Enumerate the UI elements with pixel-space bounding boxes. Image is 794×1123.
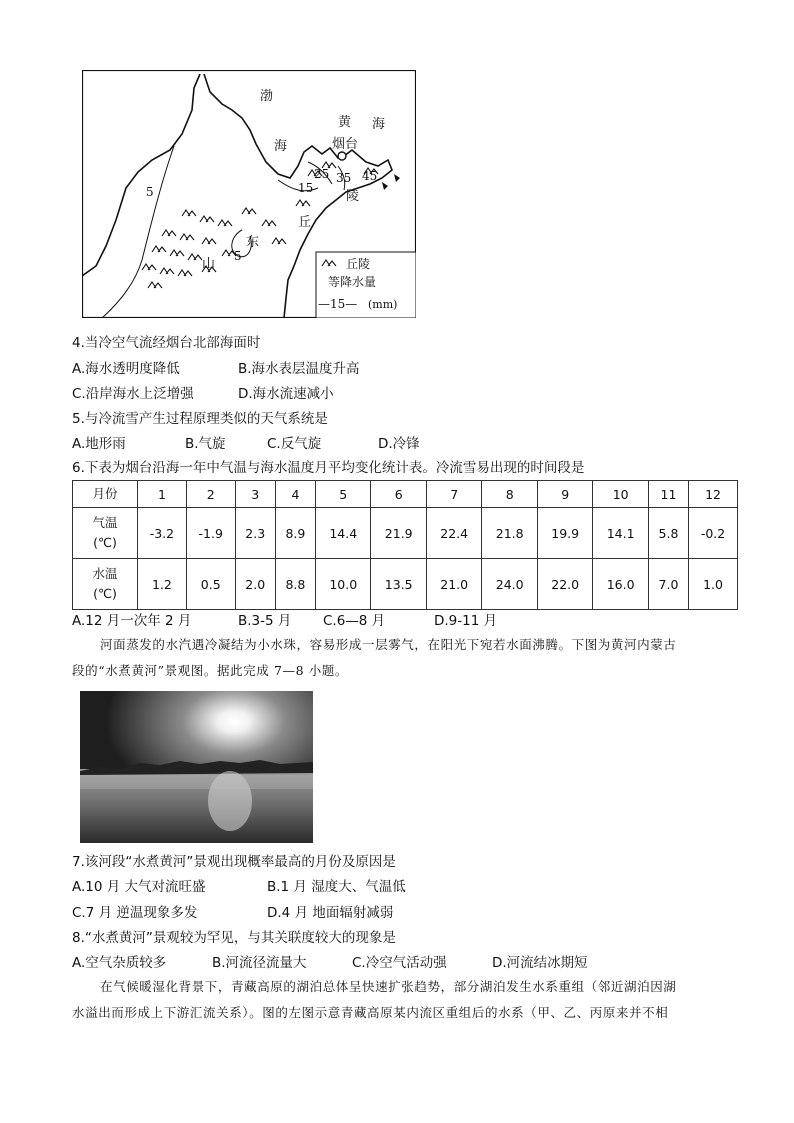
q7-stem: 7.该河段“水煮黄河”景观出现概率最高的月份及原因是	[72, 854, 396, 870]
label-yantai: 烟台	[332, 137, 359, 152]
q4-option-b[interactable]: B.海水表层温度升高	[238, 361, 360, 377]
q4-option-d[interactable]: D.海水流速减小	[238, 386, 334, 402]
q6-option-a[interactable]: A.12 月一次年 2 月	[72, 613, 192, 629]
q6-option-b[interactable]: B.3-5 月	[238, 613, 292, 629]
iso-label-5-center: 5	[234, 249, 242, 263]
q6-option-d[interactable]: D.9-11 月	[434, 613, 498, 629]
label-hai-left: 海	[274, 139, 288, 154]
table-cell: 7.0	[648, 559, 688, 610]
table-row-air-temp	[73, 508, 738, 559]
table-cell: 14.4	[316, 508, 371, 559]
month-cell: 2	[186, 481, 235, 508]
q7-option-c[interactable]: C.7 月 逆温现象多发	[72, 905, 198, 921]
iso-label-5-west: 5	[146, 185, 154, 199]
table-cell: 1.2	[138, 559, 187, 610]
label-shan: 山	[202, 257, 216, 272]
table-cell: -3.2	[138, 508, 187, 559]
q5-stem: 5.与冷流雪产生过程原理类似的天气系统是	[72, 411, 328, 427]
q8-stem: 8.“水煮黄河”景观较为罕见，与其关联度较大的现象是	[72, 930, 396, 946]
month-cell: 3	[235, 481, 275, 508]
q8-option-a[interactable]: A.空气杂质较多	[72, 955, 167, 971]
legend-unit: (mm)	[368, 298, 398, 311]
row-label	[73, 508, 138, 559]
table-row-water-temp	[73, 559, 738, 610]
legend-isohyet: 等降水量	[328, 275, 377, 289]
table-cell: 21.9	[371, 508, 426, 559]
passage-2	[72, 974, 722, 1026]
label-huang: 黄	[338, 115, 352, 130]
table-cell: 24.0	[482, 559, 537, 610]
table-cell: 10.0	[316, 559, 371, 610]
q7-option-d[interactable]: D.4 月 地面辐射减弱	[267, 905, 394, 921]
q7-option-b[interactable]: B.1 月 湿度大、气温低	[267, 879, 406, 895]
q7-option-a[interactable]: A.10 月 大气对流旺盛	[72, 879, 206, 895]
iso-label-15: 15	[298, 181, 314, 195]
table-cell: 19.9	[537, 508, 592, 559]
passage-1	[72, 632, 722, 684]
month-cell: 1	[138, 481, 187, 508]
label-hai-right: 海	[372, 117, 386, 132]
row-label-unit: (℃)	[93, 535, 117, 550]
month-cell: 11	[648, 481, 688, 508]
table-cell: 21.8	[482, 508, 537, 559]
table-cell: 22.0	[537, 559, 592, 610]
q4-option-c[interactable]: C.沿岸海水上泛增强	[72, 386, 194, 402]
table-cell: 8.9	[275, 508, 315, 559]
q6-option-c[interactable]: C.6—8 月	[323, 613, 386, 629]
table-cell: 21.0	[426, 559, 481, 610]
q4-stem: 4.当冷空气流经烟台北部海面时	[72, 335, 261, 351]
map-legend	[316, 252, 416, 318]
table-cell: 16.0	[593, 559, 648, 610]
passage-2-line-2: 水溢出而形成上下游汇流关系）。图的左图示意青藏高原某内流区重组后的水系（甲、乙、丙原来并不相	[72, 1005, 669, 1020]
passage-1-line-1: 河面蒸发的水汽遇冷凝结为小水珠，容易形成一层雾气，在阳光下宛若水面沸腾。下图为黄河内蒙古	[100, 637, 677, 652]
q6-stem: 6.下表为烟台沿海一年中气温与海水温度月平均变化统计表。冷流雪易出现的时间段是	[72, 460, 585, 476]
iso-label-25: 25	[314, 167, 330, 181]
iso-label-35: 35	[336, 171, 352, 185]
table-cell: 1.0	[689, 559, 738, 610]
q8-option-d[interactable]: D.河流结冰期短	[492, 955, 588, 971]
month-cell: 10	[593, 481, 648, 508]
table-header-row	[73, 481, 738, 508]
q5-option-a[interactable]: A.地形雨	[72, 436, 126, 452]
q5-option-b[interactable]: B.气旋	[185, 436, 226, 452]
month-cell: 8	[482, 481, 537, 508]
q5-option-d[interactable]: D.冷锋	[378, 436, 420, 452]
month-cell: 5	[316, 481, 371, 508]
row-label-unit: (℃)	[93, 586, 117, 601]
q5-option-c[interactable]: C.反气旋	[267, 436, 322, 452]
month-cell: 9	[537, 481, 592, 508]
legend-hills: 丘陵	[346, 257, 371, 271]
table-cell: 2.3	[235, 508, 275, 559]
row-label-text: 气温	[92, 515, 118, 530]
table-cell: -1.9	[186, 508, 235, 559]
passage-1-line-2: 段的“水煮黄河”景观图。据此完成 7—8 小题。	[72, 663, 349, 678]
iso-label-45: 45	[362, 169, 378, 183]
table-cell: 0.5	[186, 559, 235, 610]
label-qiu: 丘	[298, 215, 312, 230]
table-cell: 2.0	[235, 559, 275, 610]
row-label-text: 水温	[92, 566, 118, 581]
q4-option-a[interactable]: A.海水透明度降低	[72, 361, 180, 377]
legend-isohyet-sample: —15—	[318, 297, 358, 311]
label-ling: 陵	[346, 189, 360, 204]
q8-option-c[interactable]: C.冷空气活动强	[352, 955, 447, 971]
shandong-precipitation-map	[82, 70, 416, 318]
table-header-label: 月份	[73, 481, 138, 508]
month-cell: 6	[371, 481, 426, 508]
row-label	[73, 559, 138, 610]
month-cell: 12	[689, 481, 738, 508]
yantai-city-marker	[338, 152, 346, 160]
q8-option-b[interactable]: B.河流径流量大	[212, 955, 307, 971]
month-cell: 7	[426, 481, 481, 508]
label-dong: 东	[246, 235, 260, 250]
month-cell: 4	[275, 481, 315, 508]
label-bohai: 渤	[260, 89, 274, 104]
table-cell: 14.1	[593, 508, 648, 559]
table-cell: 8.8	[275, 559, 315, 610]
passage-2-line-1: 在气候暖湿化背景下，青藏高原的湖泊总体呈快速扩张趋势，部分湖泊发生水系重组（邻近湖泊因湖	[100, 979, 677, 994]
boiling-yellow-river-photo	[80, 691, 313, 843]
temperature-table	[72, 480, 738, 610]
table-cell: 5.8	[648, 508, 688, 559]
table-cell: 22.4	[426, 508, 481, 559]
table-cell: 13.5	[371, 559, 426, 610]
table-cell: -0.2	[689, 508, 738, 559]
